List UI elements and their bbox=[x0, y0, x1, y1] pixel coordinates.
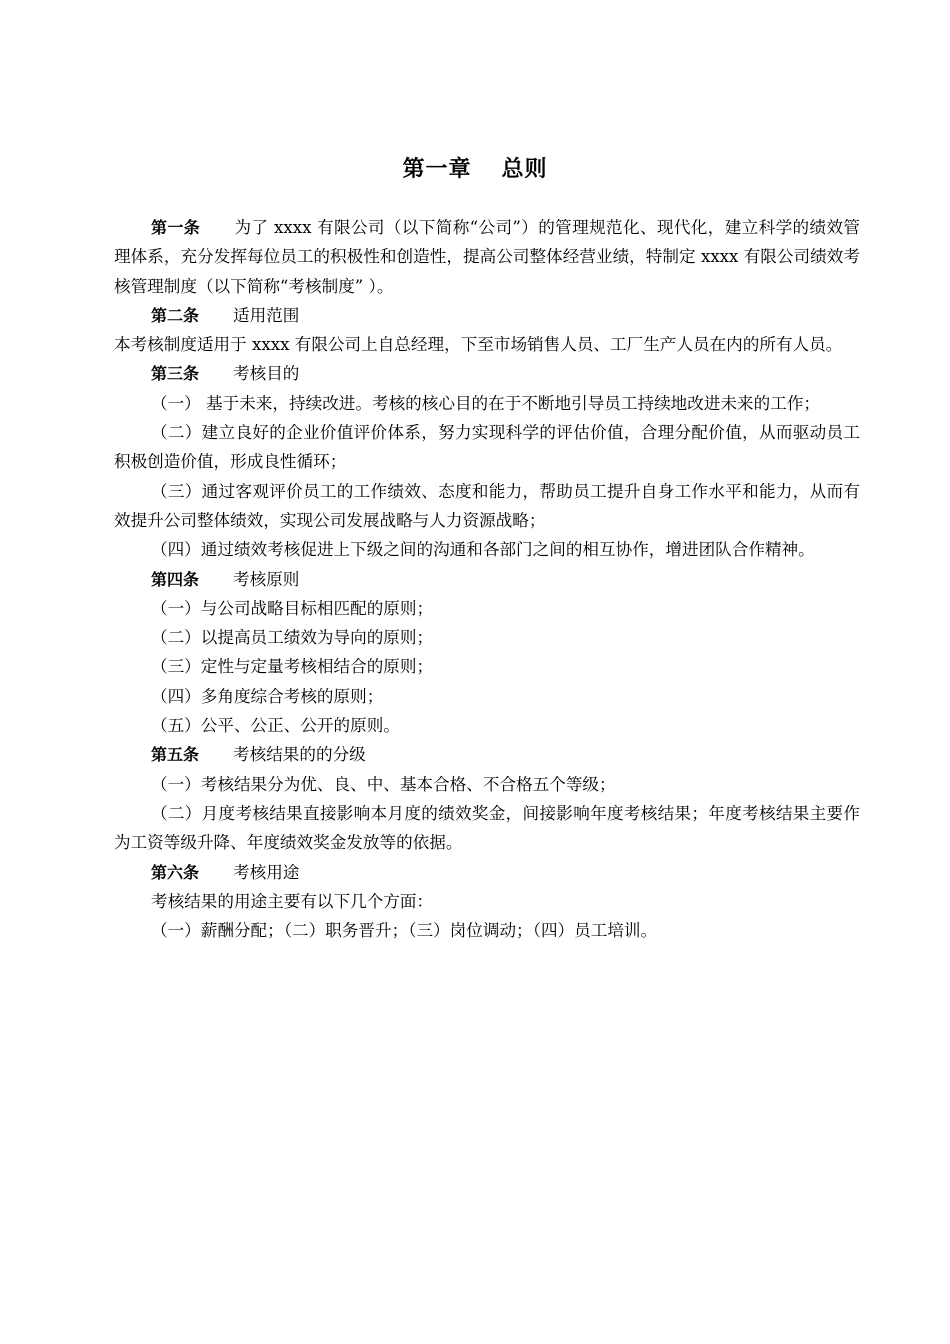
list-item: （四）多角度综合考核的原则； bbox=[151, 686, 384, 706]
article-3-heading bbox=[114, 359, 860, 388]
article-paragraph: （一）薪酬分配；（二）职务晋升；（三）岗位调动；（四）员工培训。 bbox=[151, 921, 658, 941]
document-body bbox=[114, 213, 860, 945]
article-paragraph: （二）建立良好的企业价值评价体系，努力实现科学的评估价值，合理分配价值，从而驱动员工积极创造价值，形成良性循环； bbox=[114, 423, 860, 472]
article-number: 第三条 bbox=[151, 364, 200, 384]
list-item: （一）与公司战略目标相匹配的原则； bbox=[151, 598, 434, 618]
article-heading: 适用范围 bbox=[233, 305, 300, 325]
chapter-heading bbox=[0, 152, 950, 188]
chapter-number: 第一章 bbox=[402, 157, 472, 182]
article-paragraph: （二）月度考核结果直接影响本月度的绩效奖金，间接影响年度考核结果；年度考核结果主要作为工资等级升降、年度绩效奖金发放等的依据。 bbox=[114, 803, 860, 853]
article-5-heading bbox=[114, 740, 860, 769]
article-paragraph: （一） 基于未来，持续改进。考核的核心目的在于不断地引导员工持续地改进未来的工作； bbox=[151, 393, 821, 413]
article-paragraph: （一）考核结果分为优、良、中、基本合格、不合格五个等级； bbox=[151, 774, 616, 794]
article-text: 为了 xxxx 有限公司（以下简称“公司”）的管理规范化、现代化，建立科学的绩效管理体系，充分发挥每位员工的积极性和创造性，提高公司整体经营业绩，特制定 xxxx 有限公司绩效考核管理制度（以下简称“考核制度” ）。 bbox=[114, 218, 860, 296]
list-item: （五）公平、公正、公开的原则。 bbox=[151, 716, 400, 736]
article-number: 第二条 bbox=[151, 305, 200, 325]
article-6-heading bbox=[114, 858, 860, 887]
article-heading: 考核原则 bbox=[233, 569, 300, 589]
list-item: （三）定性与定量考核相结合的原则； bbox=[151, 657, 434, 677]
list-item: （二）以提高员工绩效为导向的原则； bbox=[151, 628, 434, 648]
article-heading: 考核用途 bbox=[233, 862, 300, 882]
article-4-heading bbox=[114, 565, 860, 594]
article-paragraph: （三）通过客观评价员工的工作绩效、态度和能力，帮助员工提升自身工作水平和能力，从而有效提升公司整体绩效，实现公司发展战略与人力资源战略； bbox=[114, 481, 860, 530]
article-1 bbox=[114, 213, 860, 301]
article-2-heading bbox=[114, 301, 860, 330]
article-paragraph: 考核结果的用途主要有以下几个方面： bbox=[151, 891, 434, 911]
article-paragraph: 本考核制度适用于 xxxx 有限公司上自总经理，下至市场销售人员、工厂生产人员在内的所有人员。 bbox=[114, 335, 843, 355]
article-number: 第五条 bbox=[151, 745, 200, 765]
article-number: 第一条 bbox=[151, 218, 201, 237]
article-heading: 考核结果的的分级 bbox=[233, 745, 366, 765]
article-paragraph: （四）通过绩效考核促进上下级之间的沟通和各部门之间的相互协作，增进团队合作精神。 bbox=[151, 540, 815, 560]
article-number: 第四条 bbox=[151, 569, 200, 589]
article-number: 第六条 bbox=[151, 862, 200, 882]
chapter-title: 总则 bbox=[501, 157, 548, 182]
article-heading: 考核目的 bbox=[233, 364, 300, 384]
